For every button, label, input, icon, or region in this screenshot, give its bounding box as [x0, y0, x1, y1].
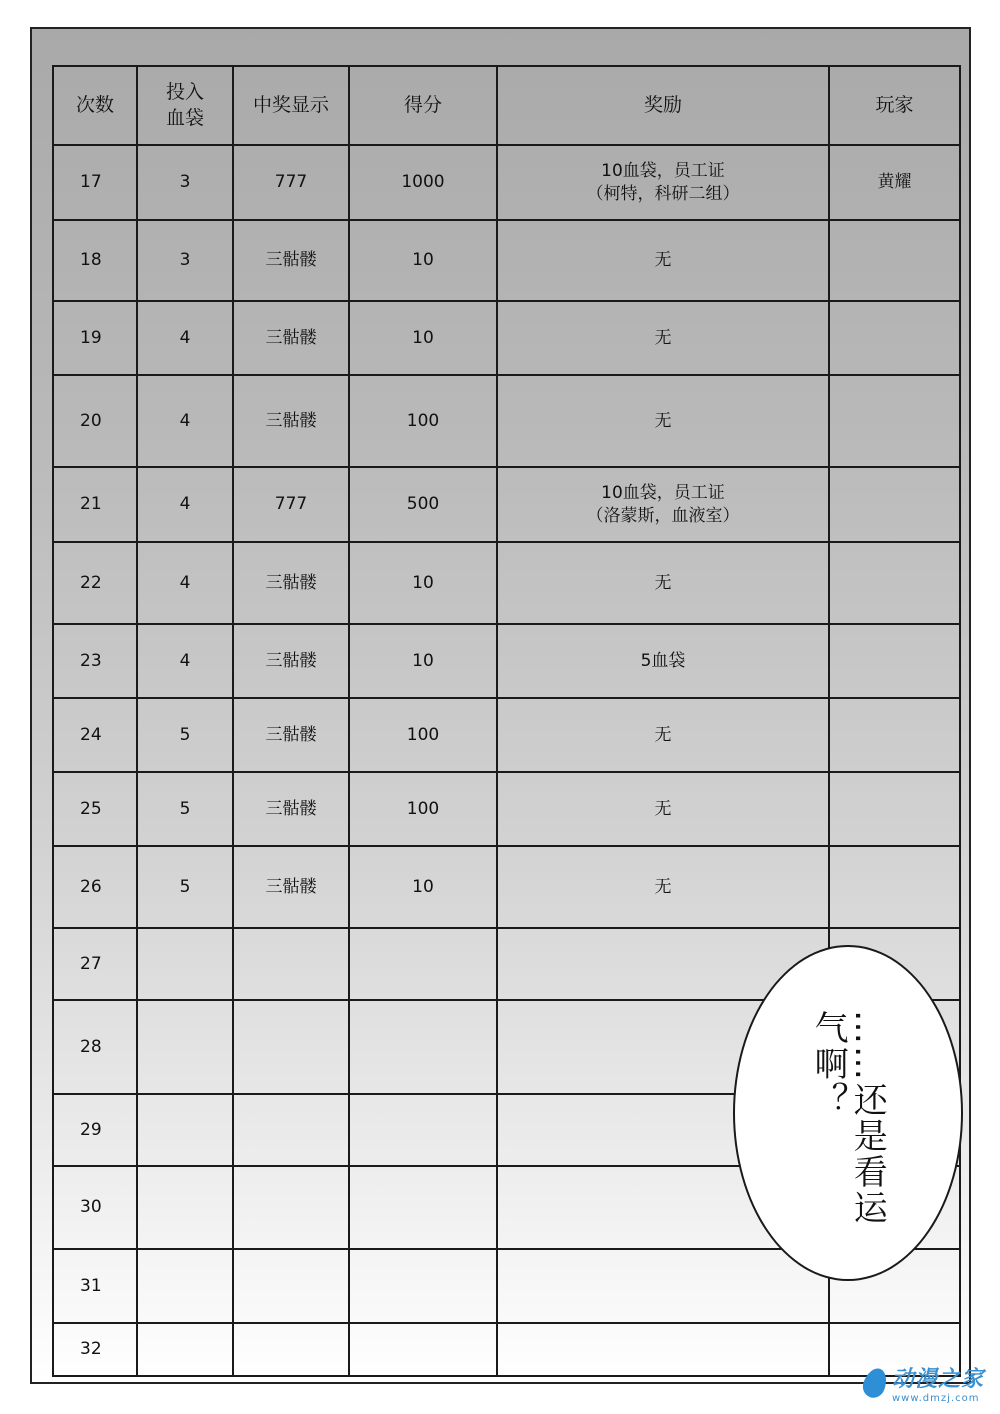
row-bags-cell	[137, 1323, 233, 1376]
table-row	[53, 846, 960, 928]
row-reward-cell	[497, 145, 829, 220]
row-score-cell: 10	[349, 301, 497, 375]
row-count-cell: 18	[53, 220, 137, 301]
row-score-cell: 100	[349, 772, 497, 846]
row-player-cell	[829, 301, 960, 375]
table-row	[53, 772, 960, 846]
table-row	[53, 145, 960, 220]
table-row	[53, 220, 960, 301]
row-display-cell: 三骷髅	[233, 846, 349, 928]
row-count-cell: 23	[53, 624, 137, 698]
watermark-logo-icon	[860, 1365, 891, 1401]
row-score-cell	[349, 1323, 497, 1376]
row-reward-cell	[497, 301, 829, 375]
row-display-cell	[233, 928, 349, 1000]
row-display-cell	[233, 1249, 349, 1323]
row-bags-cell: 5	[137, 772, 233, 846]
row-score-cell: 100	[349, 375, 497, 467]
row-reward-cell	[497, 220, 829, 301]
row-count-cell: 20	[53, 375, 137, 467]
row-player-cell	[829, 624, 960, 698]
table-row	[53, 301, 960, 375]
reward-line: （洛蒙斯，血液室）	[586, 505, 740, 526]
row-display-cell: 三骷髅	[233, 624, 349, 698]
row-count-cell: 32	[53, 1323, 137, 1376]
row-bags-cell: 4	[137, 375, 233, 467]
speech-bubble-text: ……还是看运气啊？	[808, 1010, 888, 1226]
row-display-cell: 777	[233, 467, 349, 542]
row-score-cell: 1000	[349, 145, 497, 220]
table-row	[53, 542, 960, 624]
row-display-cell: 三骷髅	[233, 301, 349, 375]
row-bags-cell: 5	[137, 846, 233, 928]
row-bags-cell	[137, 1166, 233, 1249]
table-row	[53, 467, 960, 542]
row-score-cell: 10	[349, 624, 497, 698]
row-display-cell: 三骷髅	[233, 698, 349, 772]
watermark-url: www.dmzj.com	[891, 1393, 980, 1404]
row-player-cell	[829, 698, 960, 772]
row-count-cell: 29	[53, 1094, 137, 1166]
row-score-cell	[349, 1094, 497, 1166]
row-display-cell	[233, 1094, 349, 1166]
row-count-cell: 22	[53, 542, 137, 624]
reward-line: 10血袋，员工证	[601, 160, 725, 181]
row-score-cell: 10	[349, 220, 497, 301]
row-player-cell	[829, 846, 960, 928]
row-reward-cell	[497, 1249, 829, 1323]
row-display-cell	[233, 1000, 349, 1094]
row-bags-cell	[137, 1094, 233, 1166]
reward-line: 无	[654, 798, 672, 819]
row-count-cell: 19	[53, 301, 137, 375]
header-count: 次数	[53, 66, 137, 145]
row-bags-cell: 4	[137, 542, 233, 624]
row-count-cell: 28	[53, 1000, 137, 1094]
row-score-cell	[349, 1166, 497, 1249]
row-bags-cell: 4	[137, 467, 233, 542]
row-display-cell	[233, 1323, 349, 1376]
header-reward: 奖励	[497, 66, 829, 145]
row-count-cell: 27	[53, 928, 137, 1000]
reward-line: 无	[654, 876, 672, 897]
reward-line: 无	[654, 572, 672, 593]
row-reward-cell	[497, 624, 829, 698]
row-score-cell	[349, 1000, 497, 1094]
reward-line: 无	[654, 724, 672, 745]
row-score-cell: 10	[349, 542, 497, 624]
row-count-cell: 25	[53, 772, 137, 846]
row-count-cell: 31	[53, 1249, 137, 1323]
watermark	[864, 1362, 984, 1404]
row-player-cell	[829, 772, 960, 846]
row-bags-cell	[137, 1249, 233, 1323]
row-bags-cell: 3	[137, 145, 233, 220]
reward-line: （柯特，科研二组）	[586, 183, 740, 204]
row-display-cell: 三骷髅	[233, 772, 349, 846]
table-row	[53, 375, 960, 467]
row-player-cell	[829, 220, 960, 301]
row-player-cell: 黄耀	[829, 145, 960, 220]
header-row	[53, 66, 960, 145]
watermark-name: 动漫之家	[891, 1367, 984, 1392]
row-player-cell	[829, 467, 960, 542]
row-display-cell: 三骷髅	[233, 375, 349, 467]
row-bags-cell: 5	[137, 698, 233, 772]
row-score-cell	[349, 1249, 497, 1323]
row-reward-cell	[497, 772, 829, 846]
row-count-cell: 17	[53, 145, 137, 220]
row-count-cell: 30	[53, 1166, 137, 1249]
row-count-cell: 26	[53, 846, 137, 928]
row-display-cell: 777	[233, 145, 349, 220]
header-prize-display: 中奖显示	[233, 66, 349, 145]
row-bags-cell	[137, 928, 233, 1000]
row-score-cell: 100	[349, 698, 497, 772]
row-reward-cell	[497, 375, 829, 467]
row-reward-cell	[497, 542, 829, 624]
reward-line: 5血袋	[640, 650, 686, 671]
row-reward-cell	[497, 846, 829, 928]
row-display-cell: 三骷髅	[233, 220, 349, 301]
row-score-cell	[349, 928, 497, 1000]
row-bags-cell	[137, 1000, 233, 1094]
reward-line: 10血袋，员工证	[601, 482, 725, 503]
table-row	[53, 1323, 960, 1376]
row-display-cell: 三骷髅	[233, 542, 349, 624]
header-score: 得分	[349, 66, 497, 145]
row-bags-cell: 3	[137, 220, 233, 301]
row-bags-cell: 4	[137, 301, 233, 375]
row-score-cell: 10	[349, 846, 497, 928]
table-row	[53, 698, 960, 772]
reward-line: 无	[654, 410, 672, 431]
row-reward-cell	[497, 467, 829, 542]
row-score-cell: 500	[349, 467, 497, 542]
reward-line: 无	[654, 250, 672, 271]
row-display-cell	[233, 1166, 349, 1249]
reward-line: 无	[654, 327, 672, 348]
row-reward-cell	[497, 698, 829, 772]
row-player-cell	[829, 542, 960, 624]
row-player-cell	[829, 375, 960, 467]
header-bags-in: 投入 血袋	[137, 66, 233, 145]
row-count-cell: 21	[53, 467, 137, 542]
row-reward-cell	[497, 1323, 829, 1376]
row-bags-cell: 4	[137, 624, 233, 698]
header-player: 玩家	[829, 66, 960, 145]
table-row	[53, 624, 960, 698]
row-count-cell: 24	[53, 698, 137, 772]
